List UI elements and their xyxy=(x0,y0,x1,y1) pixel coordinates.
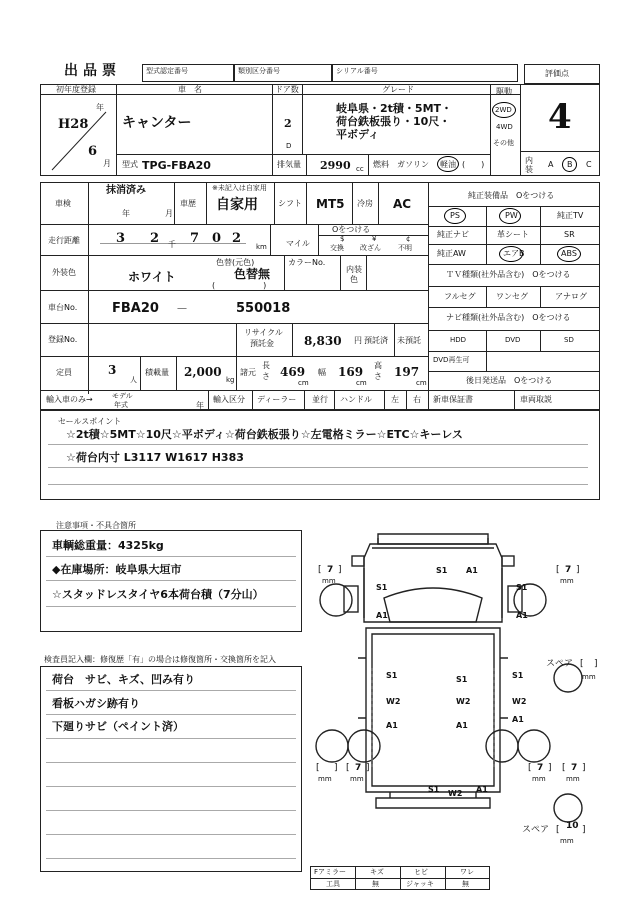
option-airbag-circle xyxy=(499,246,523,262)
inspector-line3: 下廻りサビ（ペイント済） xyxy=(52,720,184,733)
usage-history: 自家用 xyxy=(216,197,258,213)
shift-value: MT5 xyxy=(316,197,345,211)
option-ps: PS xyxy=(450,211,460,220)
option-abs-circle xyxy=(557,246,581,262)
door-count: 2 xyxy=(284,117,292,130)
grade-line3: 平ボディ xyxy=(336,128,380,141)
score-label-box: 評価点 xyxy=(524,64,600,84)
fuel-diesel: 軽油 xyxy=(440,160,456,169)
mileage-digit-5: 2 xyxy=(232,231,242,246)
option-pw: PW xyxy=(505,211,518,220)
fuel-diesel-circle xyxy=(437,156,459,172)
truck-diagram xyxy=(306,528,602,860)
serial-number-field: シリアル番号 xyxy=(332,64,518,82)
width-value: 169 xyxy=(338,365,364,379)
option-airbag: エアB xyxy=(503,249,525,258)
reg-label: 初年度登録 xyxy=(56,85,96,94)
score-value: 4 xyxy=(548,97,572,137)
inspector-line1: 荷台 サビ、キズ、凹み有り xyxy=(52,673,195,686)
load-capacity: 2,000 xyxy=(184,365,222,379)
exterior-color: ホワイト xyxy=(128,270,176,284)
reg-era: H28 xyxy=(58,117,89,132)
height-value: 197 xyxy=(394,365,420,379)
class-number-field: 類別区分番号 xyxy=(234,64,332,82)
mileage-digit-4: 0 xyxy=(212,231,222,246)
drive-2wd-circle xyxy=(492,102,516,118)
sales-line1: ☆2t積☆5MT☆10尺☆平ボディ☆荷台鉄板張り☆左電格ミラー☆ETC☆キーレス xyxy=(66,428,463,441)
car-name: キャンター xyxy=(122,115,192,131)
repaint-status: 色替無 xyxy=(234,267,271,281)
inspector-line2: 看板ハガシ跡有り xyxy=(52,697,140,710)
interior-b-circle xyxy=(562,157,577,172)
option-pw-circle xyxy=(499,208,521,224)
form-title: 出品票 xyxy=(64,63,121,79)
notes-line3: ☆スタッドレスタイヤ6本荷台積（7分山） xyxy=(52,588,264,601)
reg-month: 6 xyxy=(88,144,98,159)
displacement: 2990 xyxy=(320,159,351,172)
model-code: TPG-FBA20 xyxy=(142,159,211,172)
option-abs: ABS xyxy=(561,249,577,258)
grade-line2: 荷台鉄板張り・10尺・ xyxy=(336,115,451,128)
length-value: 469 xyxy=(280,365,306,379)
recycle-fee: 8,830 xyxy=(304,334,342,348)
mileage-digit-2: 2 xyxy=(150,231,160,246)
notes-line1: 車輌総重量：4325kg xyxy=(52,539,164,552)
capacity-value: 3 xyxy=(108,363,117,377)
inspection-status: 抹消済み xyxy=(106,185,146,196)
chassis-number: 550018 xyxy=(236,301,291,316)
notes-line2: ◆在庫場所：岐阜県大垣市 xyxy=(52,563,182,576)
sales-line2: ☆荷台内寸 L3117 W1617 H383 xyxy=(66,451,244,464)
mileage-digit-3: 7 xyxy=(190,231,200,246)
chassis-prefix: FBA20 xyxy=(112,301,159,316)
interior-b: B xyxy=(567,160,573,169)
option-ps-circle xyxy=(444,208,466,224)
drive-2wd: 2WD xyxy=(495,106,512,114)
grade-line1: 岐阜県・2t積・5MT・ xyxy=(336,102,453,115)
ac-value: AC xyxy=(393,197,412,211)
mileage-digit-1: 3 xyxy=(116,231,126,246)
cert-number-field: 型式認定番号 xyxy=(142,64,234,82)
